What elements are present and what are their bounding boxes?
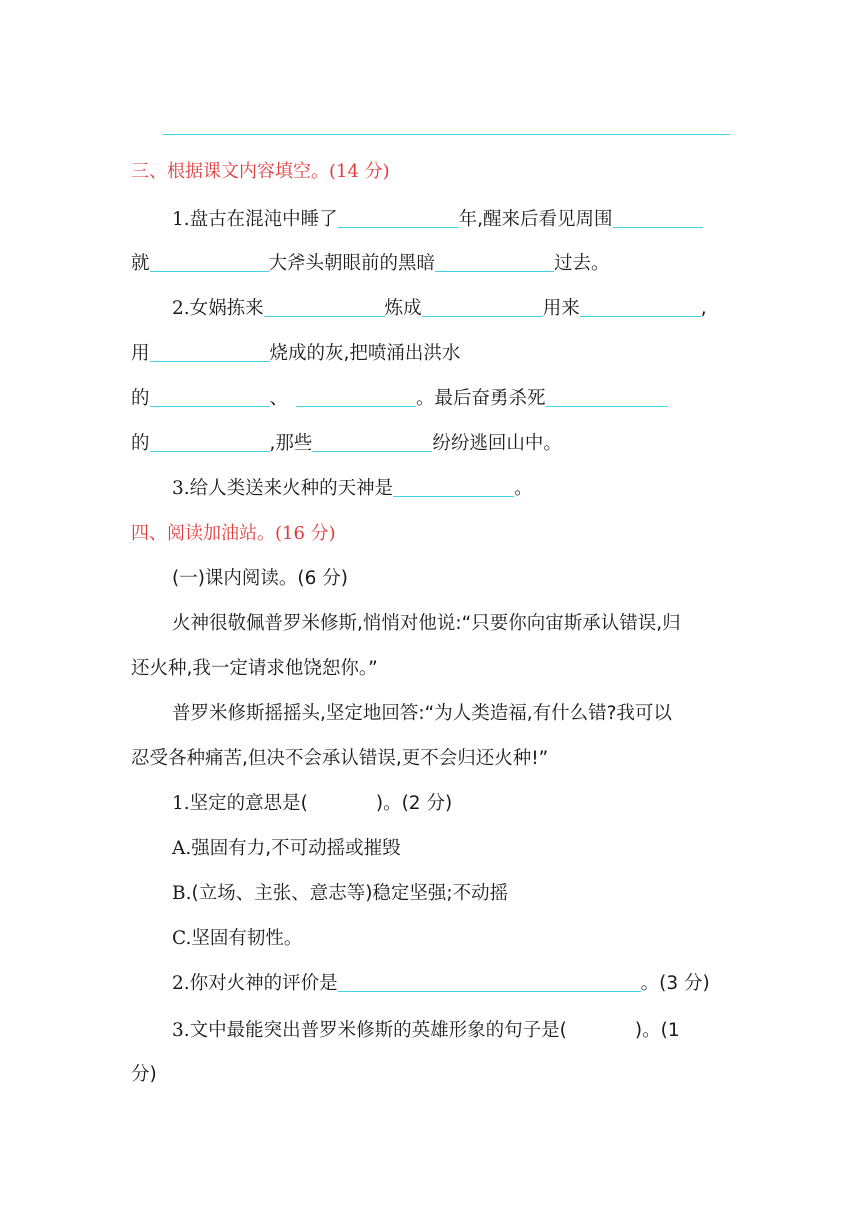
s3-q2-line1	[172, 296, 707, 322]
s3-q2-blank-8[interactable]	[150, 433, 270, 452]
s4-q3-line2: 分)	[131, 1064, 157, 1085]
s3-q1-text-d: 大斧头朝眼前的黑暗	[268, 253, 436, 274]
option-b-letter: B.	[172, 883, 192, 904]
s3-q1-text-c: 就	[131, 253, 150, 274]
s4-q3-number: 3.	[172, 1020, 190, 1041]
s3-q1-line2	[131, 251, 610, 277]
s4-q1-number: 1.	[172, 793, 190, 814]
s3-q1-number: 1.	[172, 209, 190, 230]
s3-q1-blank-3[interactable]	[150, 253, 269, 272]
s3-q2-text-d: ,	[700, 298, 707, 319]
option-c-letter: C.	[172, 928, 192, 949]
s3-q1-text-e: 过去。	[554, 253, 610, 274]
s3-q3-text-a: 给人类送来火种的天神是	[189, 478, 394, 499]
s3-q2-blank-6[interactable]	[296, 388, 416, 407]
s4-q1-text-b: )。(2 分)	[375, 793, 453, 814]
s3-q1-blank-2[interactable]	[613, 209, 703, 228]
s3-q1-line1	[172, 207, 703, 233]
option-b-text: (立场、主张、意志等)稳定坚强;不动摇	[191, 883, 509, 904]
s4-q1-option-a	[172, 836, 401, 862]
s4-q3-text-b: )。(1	[634, 1020, 680, 1041]
s3-q3-line	[172, 476, 533, 502]
s3-q2-line2	[131, 341, 460, 367]
s3-q2-text-c: 用来	[542, 298, 580, 319]
s4-q2-line	[172, 971, 710, 997]
s4-q2-text-b: 。(3 分)	[640, 973, 710, 994]
s3-q2-text-h: 、	[269, 388, 289, 409]
s3-q2-text-k: ,那些	[269, 433, 313, 454]
s3-q2-text-f: 烧成的灰,把喷涌出洪水	[269, 343, 461, 364]
s4-passage-p1-line2: 还火种,我一定请求他饶恕你。”	[131, 658, 378, 679]
s4-q2-text-a: 你对火神的评价是	[189, 973, 338, 994]
s4-q2-blank[interactable]	[338, 973, 641, 992]
top-rule	[163, 134, 730, 135]
s3-q2-blank-3[interactable]	[580, 298, 701, 317]
s4-q3-line1	[172, 1018, 680, 1044]
s3-q2-text-i: 。最后奋勇杀死	[416, 388, 546, 409]
s3-q2-blank-9[interactable]	[312, 433, 432, 452]
s3-q2-text-g: 的	[131, 388, 150, 409]
s4-q1-text-a: 坚定的意思是(	[189, 793, 308, 814]
s3-q2-blank-4[interactable]	[150, 343, 270, 362]
s3-q2-blank-5[interactable]	[150, 388, 270, 407]
s4-q1-option-b	[172, 881, 508, 907]
option-a-text: 强固有力,不可动摇或摧毁	[191, 838, 401, 859]
section-3-heading: 三、根据课文内容填空。(14 分)	[131, 161, 390, 182]
s3-q2-blank-7[interactable]	[546, 388, 668, 407]
s3-q3-number: 3.	[172, 478, 190, 499]
s3-q1-blank-4[interactable]	[435, 253, 554, 272]
s3-q1-blank-1[interactable]	[338, 209, 459, 228]
s4-q2-number: 2.	[172, 973, 190, 994]
s3-q3-text-b: 。	[514, 478, 533, 499]
s3-q2-number: 2.	[172, 298, 190, 319]
s3-q2-blank-2[interactable]	[422, 298, 543, 317]
s4-q3-text-a: 文中最能突出普罗米修斯的英雄形象的句子是(	[189, 1020, 567, 1041]
s4-subheading: (一)课内阅读。(6 分)	[172, 568, 349, 589]
s4-passage-p2-line2: 忍受各种痛苦,但决不会承认错误,更不会归还火种!”	[131, 748, 549, 769]
s3-q2-text-a: 女娲拣来	[189, 298, 264, 319]
s4-q1-option-c	[172, 926, 302, 952]
s3-q2-line4	[131, 431, 562, 457]
s3-q2-text-l: 纷纷逃回山中。	[432, 433, 562, 454]
s3-q2-text-b: 炼成	[384, 298, 422, 319]
s3-q1-text-b: 年,醒来后看见周围	[458, 209, 613, 230]
s3-q2-text-j: 的	[131, 433, 150, 454]
s3-q2-blank-1[interactable]	[264, 298, 385, 317]
option-c-text: 坚固有韧性。	[191, 928, 303, 949]
s3-q2-text-e: 用	[131, 343, 150, 364]
s3-q3-blank[interactable]	[393, 478, 514, 497]
s4-passage-p1-line1: 火神很敬佩普罗米修斯,悄悄对他说:“只要你向宙斯承认错误,归	[172, 613, 681, 634]
section-4-heading: 四、阅读加油站。(16 分)	[131, 523, 336, 544]
s4-passage-p2-line1: 普罗米修斯摇摇头,坚定地回答:“为人类造福,有什么错?我可以	[172, 703, 672, 724]
s3-q1-text-a: 盘古在混沌中睡了	[189, 209, 338, 230]
s4-q1-line	[172, 791, 452, 817]
option-a-letter: A.	[172, 838, 192, 859]
s3-q2-line3	[131, 386, 668, 412]
